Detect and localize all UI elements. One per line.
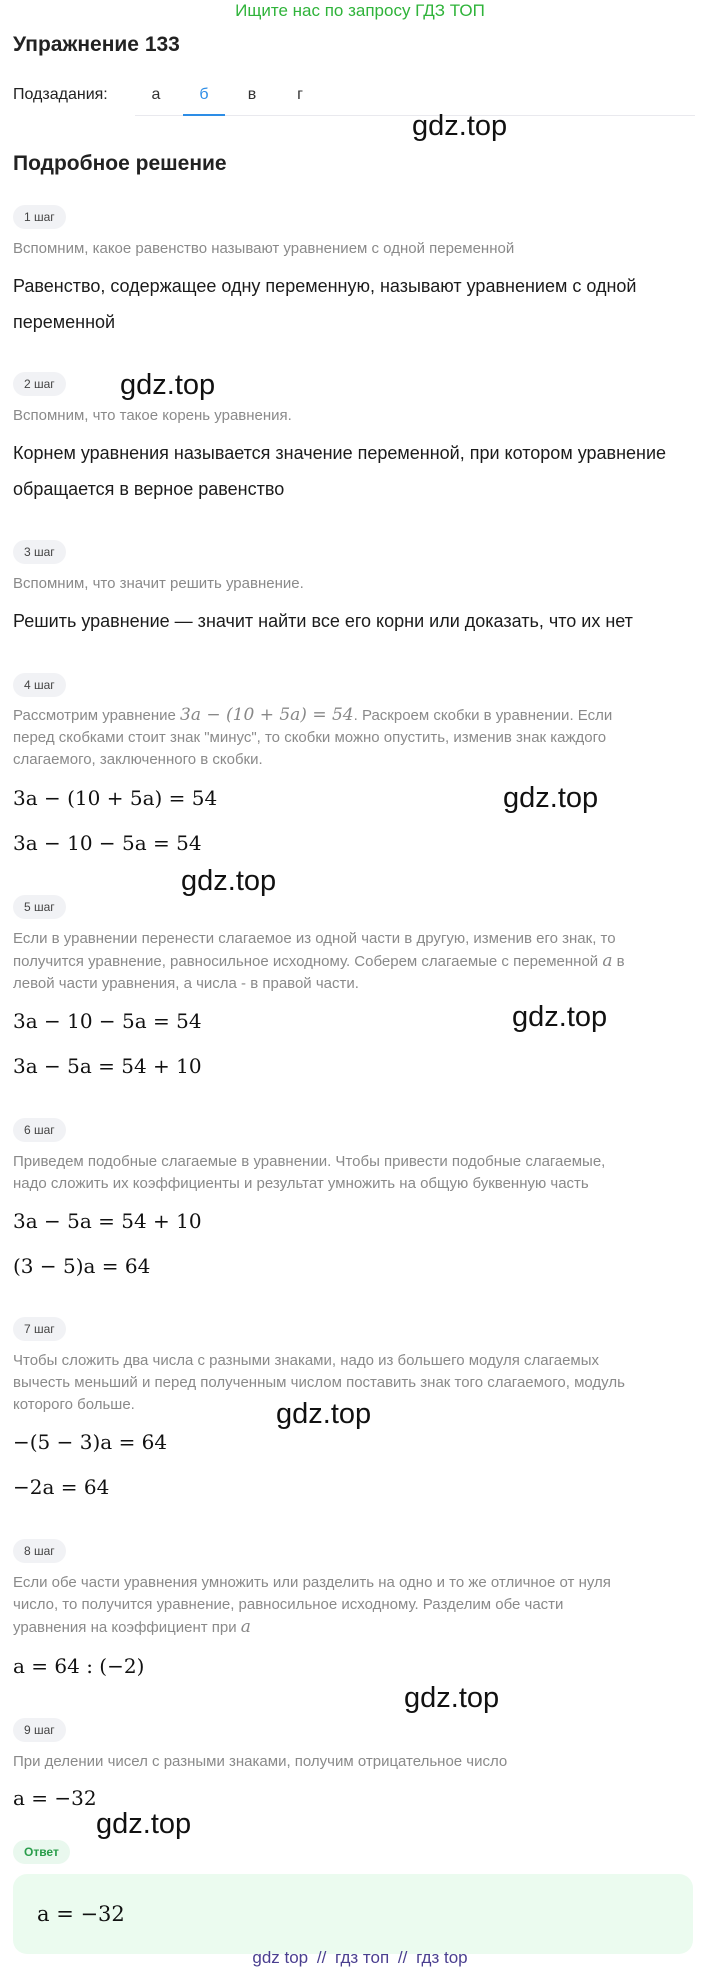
watermark: gdz.top — [503, 782, 599, 814]
answer-badge: Ответ — [13, 1840, 70, 1864]
footer-link[interactable]: gdz top — [252, 1948, 309, 1967]
hint-line: слагаемого, заключенного в скобки. — [13, 751, 263, 768]
hint-line: Если в уравнении перенести слагаемое из одной части в другую, изменив его знак, то — [13, 930, 616, 947]
watermark: gdz.top — [512, 1001, 608, 1033]
page-title: Упражнение 133 — [13, 33, 180, 56]
formula: 3a − 10 − 5a = 54 — [13, 831, 202, 855]
formula: (3 − 5)a = 64 — [13, 1254, 151, 1278]
step-hint — [13, 1572, 693, 1639]
step-badge: 2 шаг — [13, 372, 66, 396]
answer-box — [13, 1874, 693, 1954]
step-badge: 8 шаг — [13, 1539, 66, 1563]
hint-line: число, то получится уравнение, равносильное исходному. Разделим обе части — [13, 1596, 564, 1613]
footer-links — [0, 1948, 720, 1968]
hint-line: Если обе части уравнения умножить или разделить на одно и то же отличное от нуля — [13, 1574, 611, 1591]
step-badge: 4 шаг — [13, 673, 66, 697]
step-badge: 9 шаг — [13, 1718, 66, 1742]
top-banner: Ищите нас по запросу ГДЗ ТОП — [235, 1, 485, 20]
step-text — [13, 435, 693, 507]
step-text-line: Корнем уравнения называется значение переменной, при котором уравнение — [13, 443, 667, 463]
step-text-line: переменной — [13, 312, 116, 332]
footer-separator: // — [316, 1948, 327, 1967]
step-badge: 7 шаг — [13, 1317, 66, 1341]
step-text — [13, 603, 693, 639]
tab-b[interactable]: б — [183, 76, 225, 116]
tab-v[interactable]: в — [247, 86, 257, 103]
footer-separator: // — [397, 1948, 408, 1967]
tab-a[interactable]: а — [151, 86, 161, 103]
watermark: gdz.top — [276, 1398, 372, 1430]
hint-line: Приведем подобные слагаемые в уравнении. Чтобы привести подобные слагаемые, — [13, 1153, 606, 1170]
inline-formula: a — [602, 951, 613, 971]
watermark: gdz.top — [120, 369, 216, 401]
inline-formula: 3a − (10 + 5a) = 54 — [180, 705, 354, 725]
hint-text: в — [612, 953, 625, 970]
step-hint: Вспомним, какое равенство называют уравнением с одной переменной — [13, 240, 515, 257]
formula: a = 64 : (−2) — [13, 1654, 145, 1678]
hint-line: вычесть меньший и перед полученным числом поставить знак того слагаемого, модуль — [13, 1374, 625, 1391]
step-hint: При делении чисел с разными знаками, получим отрицательное число — [13, 1753, 508, 1770]
formula: 3a − 5a = 54 + 10 — [13, 1209, 202, 1233]
formula: −2a = 64 — [13, 1475, 110, 1499]
hint-line: Чтобы сложить два числа с разными знаками, надо из большего модуля слагаемых — [13, 1352, 600, 1369]
step-text-line: Решить уравнение — значит найти все его корни или доказать, что их нет — [13, 611, 633, 631]
step-badge: 3 шаг — [13, 540, 66, 564]
inline-formula: a — [240, 1617, 251, 1637]
step-hint — [13, 928, 693, 995]
step-hint: Вспомним, что значит решить уравнение. — [13, 575, 304, 592]
hint-text: уравнения на коэффициент при — [13, 1619, 241, 1636]
step-badge: 1 шаг — [13, 205, 66, 229]
hint-line: которого больше. — [13, 1396, 135, 1413]
step-hint — [13, 1151, 693, 1195]
formula: 3a − (10 + 5a) = 54 — [13, 786, 218, 810]
formula: 3a − 10 − 5a = 54 — [13, 1009, 202, 1033]
footer-link[interactable]: гдз top — [416, 1948, 468, 1967]
hint-line: надо сложить их коэффициенты и результат умножить на общую буквенную часть — [13, 1175, 589, 1192]
step-badge: 6 шаг — [13, 1118, 66, 1142]
step-hint — [13, 704, 693, 771]
subtasks-label: Подзадания: — [13, 86, 108, 103]
step-text-line: обращается в верное равенство — [13, 479, 285, 499]
step-text — [13, 268, 693, 340]
formula: 3a − 5a = 54 + 10 — [13, 1054, 202, 1078]
watermark: gdz.top — [412, 110, 508, 142]
step-hint — [13, 1350, 693, 1416]
step-text-line: Равенство, содержащее одну переменную, называют уравнением с одной — [13, 276, 637, 296]
watermark: gdz.top — [404, 1682, 500, 1714]
watermark: gdz.top — [96, 1808, 192, 1840]
hint-text: получится уравнение, равносильное исходному. Соберем слагаемые с переменной — [13, 953, 603, 970]
formula: a = −32 — [13, 1786, 97, 1810]
hint-text: Рассмотрим уравнение — [13, 707, 181, 724]
answer-formula: a = −32 — [37, 1902, 125, 1926]
section-title: Подробное решение — [13, 152, 227, 175]
hint-line: левой части уравнения, а числа - в правой части. — [13, 975, 359, 992]
step-hint: Вспомним, что такое корень уравнения. — [13, 407, 292, 424]
footer-link[interactable]: гдз топ — [335, 1948, 390, 1967]
hint-line: перед скобками стоит знак "минус", то скобки можно опустить, изменив знак каждого — [13, 729, 607, 746]
hint-text: . Раскроем скобки в уравнении. Если — [353, 707, 613, 724]
tab-g[interactable]: г — [297, 86, 303, 103]
watermark: gdz.top — [181, 865, 277, 897]
step-badge: 5 шаг — [13, 895, 66, 919]
formula: −(5 − 3)a = 64 — [13, 1430, 168, 1454]
